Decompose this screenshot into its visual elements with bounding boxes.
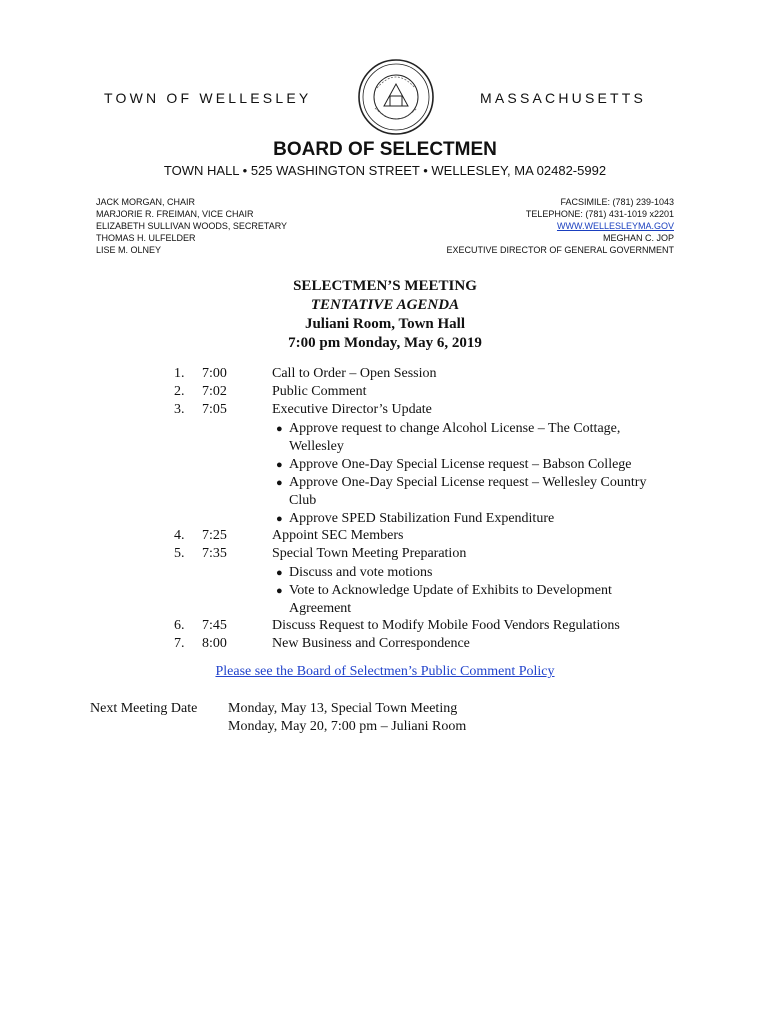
member-name: MARJORIE R. FREIMAN, VICE CHAIR [96, 209, 254, 219]
item-time: 7:02 [202, 384, 227, 399]
website-link[interactable]: WWW.WELLESLEYMA.GOV [556, 221, 674, 231]
item-time: 7:45 [202, 618, 227, 633]
member-name: LISE M. OLNEY [96, 245, 162, 255]
contact-info [446, 196, 674, 256]
public-comment-policy-link[interactable]: Please see the Board of Selectmen’s Public Comment Policy [215, 664, 555, 679]
item-title: Appoint SEC Members [272, 528, 404, 543]
agenda-subitem [276, 456, 656, 474]
agenda-subitem [276, 474, 656, 510]
subitem-text: Approve One-Day Special License request – Babson College [289, 457, 632, 472]
bullet-icon: ● [276, 567, 283, 579]
agenda-item [0, 366, 770, 384]
board-members-list [96, 196, 287, 256]
next-meeting-date: Monday, May 20, 7:00 pm – Juliani Room [228, 719, 467, 734]
phone-number: TELEPHONE: (781) 431-1019 x2201 [525, 209, 674, 219]
director-title: EXECUTIVE DIRECTOR OF GENERAL GOVERNMENT [446, 245, 674, 255]
bullet-icon: ● [276, 423, 283, 435]
meeting-heading [0, 277, 770, 353]
item-number: 7. [174, 636, 185, 651]
bullet-icon: ● [276, 585, 283, 597]
agenda-item [0, 528, 770, 546]
member-name: JACK MORGAN, CHAIR [96, 197, 196, 207]
item-title: Call to Order – Open Session [272, 366, 437, 381]
fax-number: FACSIMILE: (781) 239-1043 [560, 197, 674, 207]
policy-line [0, 664, 770, 680]
member-name: THOMAS H. ULFELDER [96, 233, 196, 243]
meeting-title: SELECTMEN’S MEETING [293, 278, 477, 294]
town-name: TOWN OF WELLESLEY [104, 90, 312, 106]
subitem-text: Approve request to change Alcohol License – The Cottage, Wellesley [289, 421, 621, 454]
agenda-item [0, 384, 770, 402]
item-title: New Business and Correspondence [272, 636, 470, 651]
item-time: 8:00 [202, 636, 227, 651]
subitem-text: Discuss and vote motions [289, 565, 433, 580]
state-name: MASSACHUSETTS [480, 90, 647, 106]
item-number: 2. [174, 384, 185, 399]
item-number: 5. [174, 546, 185, 561]
item-number: 4. [174, 528, 185, 543]
agenda-subitem [276, 564, 656, 582]
item-title: Discuss Request to Modify Mobile Food Vendors Regulations [272, 618, 620, 633]
bullet-icon: ● [276, 513, 283, 525]
agenda-item [0, 636, 770, 654]
subitem-text: Vote to Acknowledge Update of Exhibits to Development Agreement [289, 583, 612, 616]
agenda-item [0, 618, 770, 636]
item-title: Public Comment [272, 384, 367, 399]
subitem-text: Approve One-Day Special License request – Wellesley Country Club [289, 475, 647, 508]
item-number: 6. [174, 618, 185, 633]
next-meeting-date: Monday, May 13, Special Town Meeting [228, 701, 458, 716]
item-title: Special Town Meeting Preparation [272, 546, 467, 561]
item-time: 7:25 [202, 528, 227, 543]
town-hall-address: TOWN HALL • 525 WASHINGTON STREET • WELLESLEY, MA 02482-5992 [163, 163, 607, 178]
board-title: BOARD OF SELECTMEN [273, 139, 497, 160]
subitem-text: Approve SPED Stabilization Fund Expenditure [289, 511, 555, 526]
meeting-datetime: 7:00 pm Monday, May 6, 2019 [288, 335, 482, 351]
item-time: 7:00 [202, 366, 227, 381]
agenda-subitem [276, 510, 656, 528]
item-number: 3. [174, 402, 185, 417]
item-time: 7:35 [202, 546, 227, 561]
bullet-icon: ● [276, 459, 283, 471]
director-name: MEGHAN C. JOP [602, 233, 674, 243]
member-name: ELIZABETH SULLIVAN WOODS, SECRETARY [96, 221, 288, 231]
next-meeting-label: Next Meeting Date [90, 701, 198, 716]
town-seal-icon [357, 58, 435, 136]
item-time: 7:05 [202, 402, 227, 417]
bullet-icon: ● [276, 477, 283, 489]
agenda-item [0, 402, 770, 420]
agenda-subitem [276, 420, 656, 456]
item-number: 1. [174, 366, 185, 381]
agenda-item [0, 546, 770, 564]
item-title: Executive Director’s Update [272, 402, 432, 417]
agenda-subtitle: TENTATIVE AGENDA [310, 297, 460, 313]
meeting-location: Juliani Room, Town Hall [304, 316, 466, 332]
agenda-subitem [276, 582, 656, 618]
